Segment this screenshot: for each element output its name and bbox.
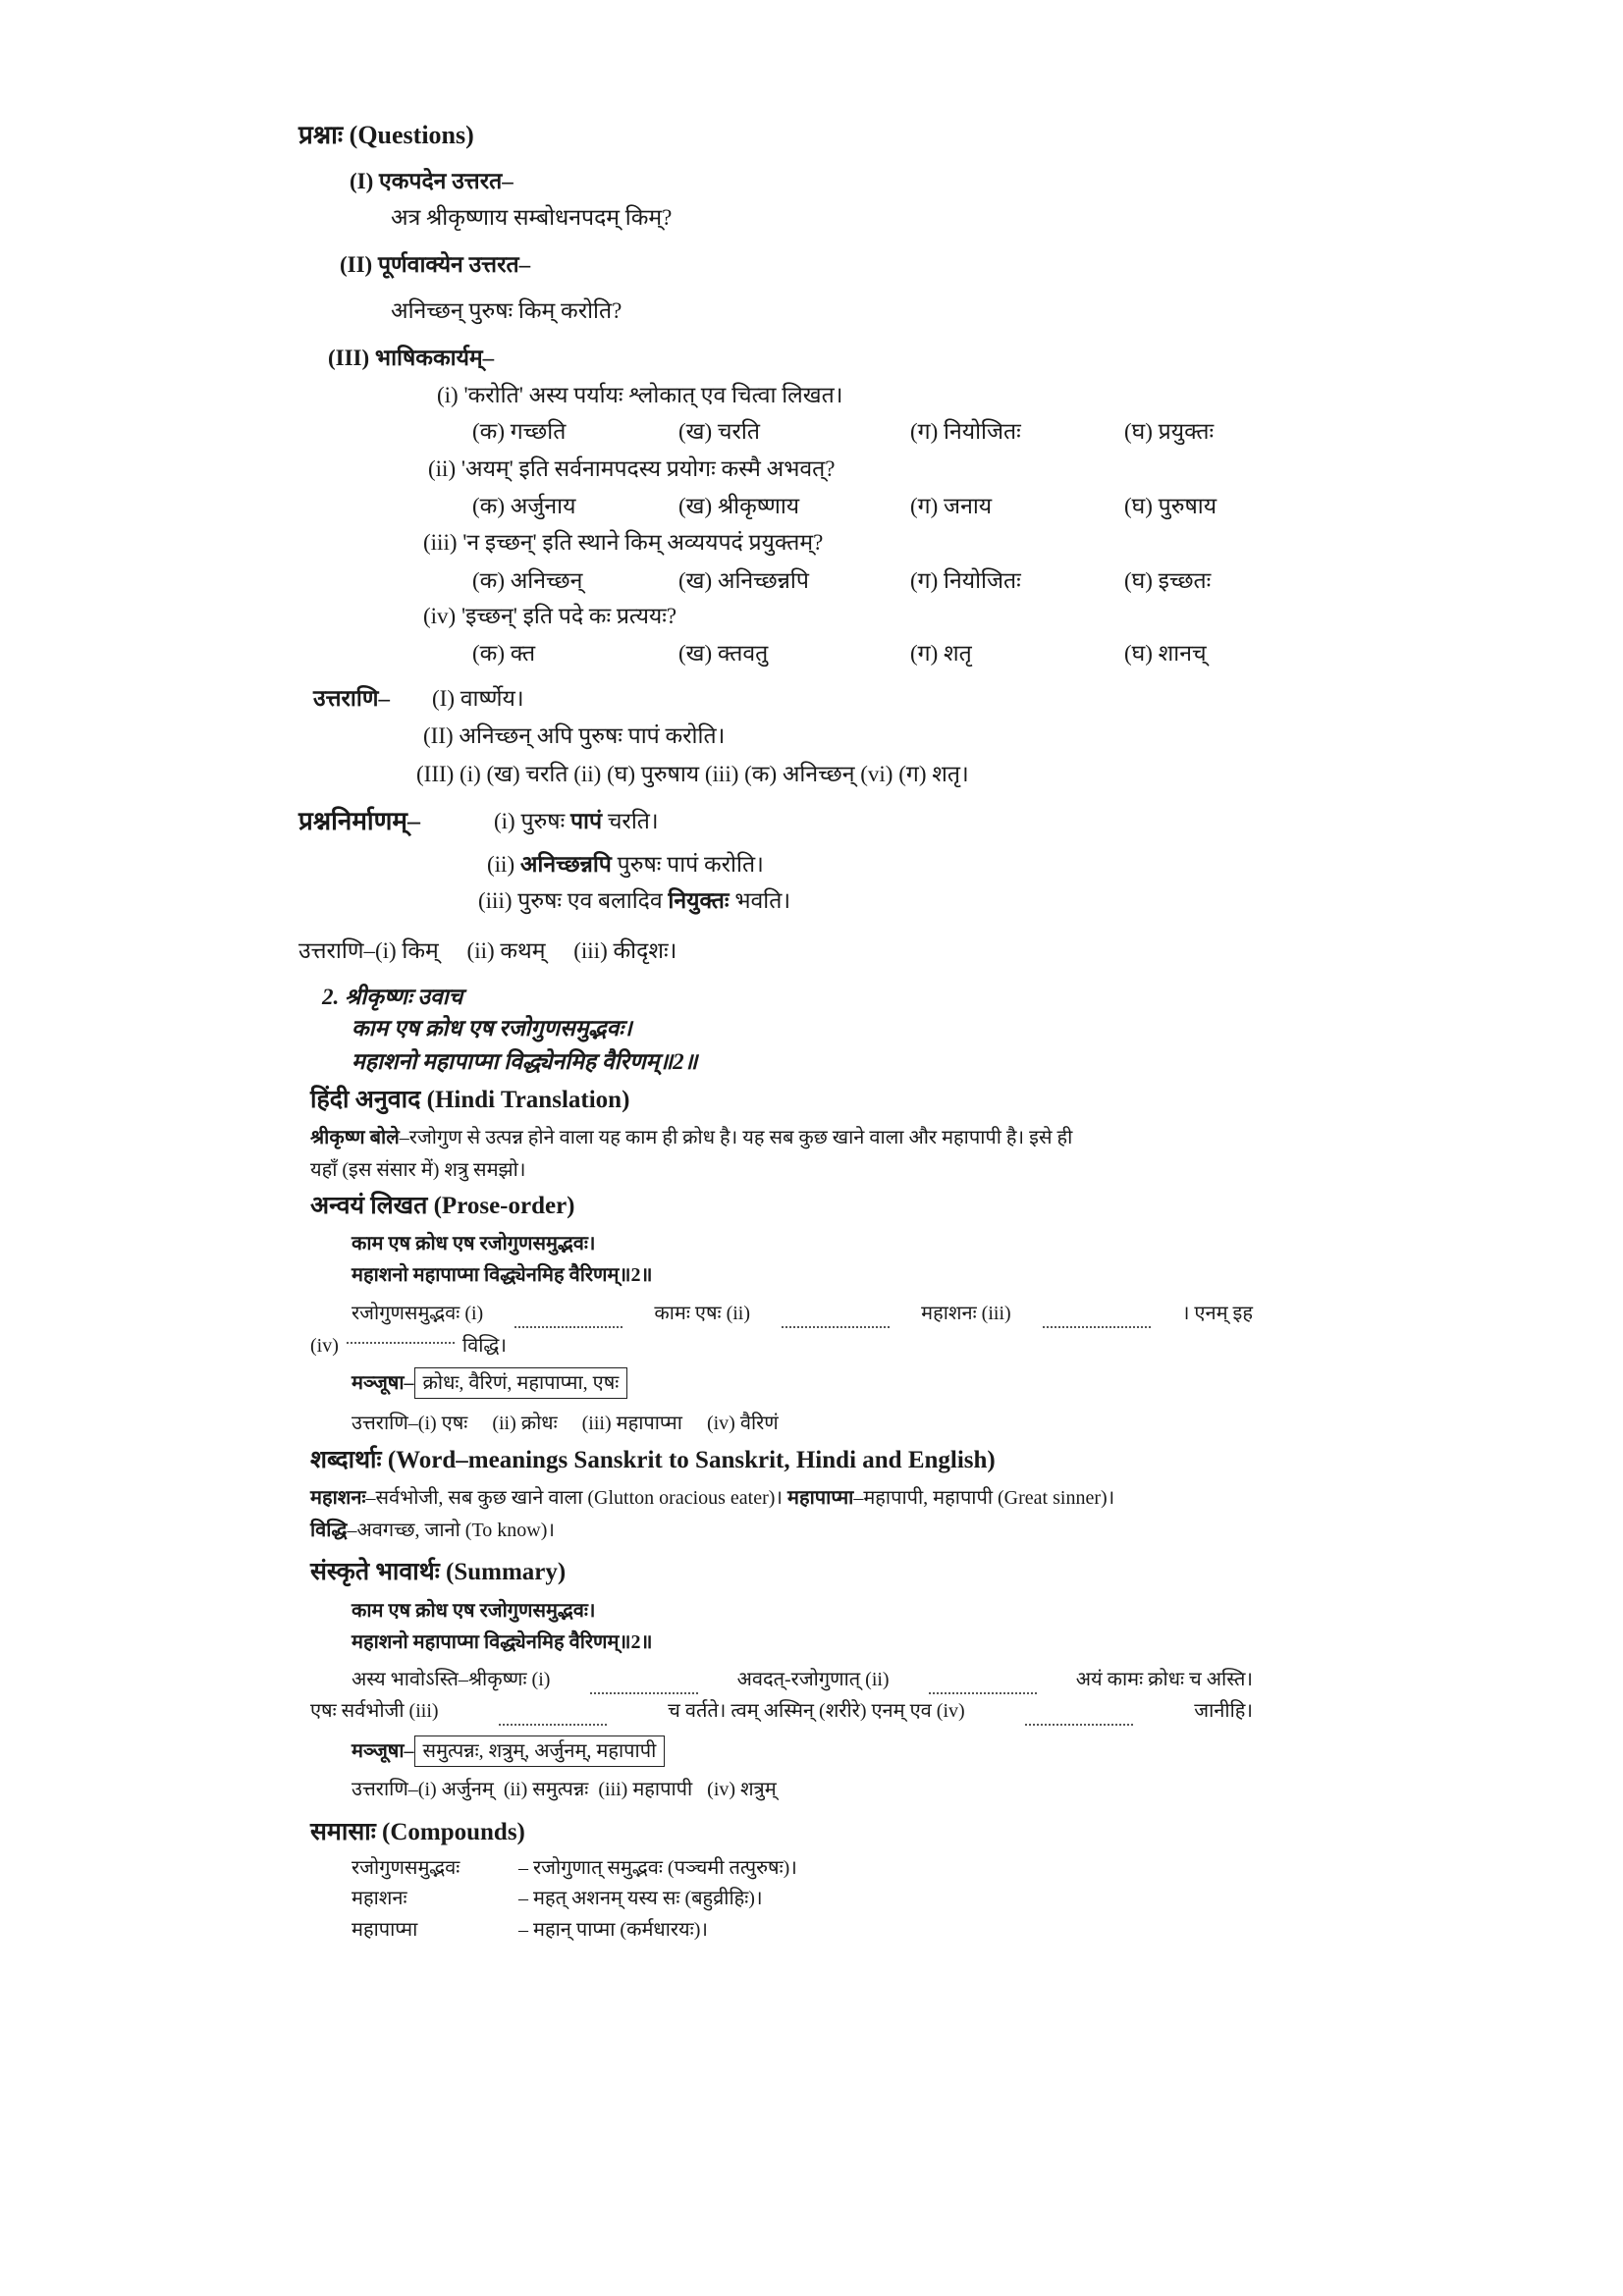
fill-text: महाशनः (iii): [921, 1303, 1011, 1324]
word-meanings-heading: शब्दार्थाः (Word–meanings Sanskrit to Sanskrit, Hindi and English): [310, 1447, 996, 1473]
prose-word-box-row: [352, 1367, 627, 1399]
blank: [499, 1696, 607, 1726]
summary-word-box-row: [352, 1735, 665, 1767]
questions-heading: प्रश्नाः (Questions): [298, 121, 474, 149]
qf-item-1: [494, 807, 659, 836]
hindi-line-2: यहाँ (इस संसार में) शत्रु समझो।: [310, 1159, 526, 1181]
option: (ग) जनाय: [910, 494, 993, 518]
blank: [590, 1665, 698, 1694]
meaning: –महापापी, महापापी (Great sinner)।: [853, 1487, 1115, 1509]
box-label: मञ्जूषा–: [352, 1740, 414, 1762]
fill-text: जानीहि।: [1194, 1700, 1253, 1722]
option: (घ) इच्छतः: [1124, 568, 1212, 593]
hindi-text: –रजोगुण से उत्पन्न होने वाला यह काम ही क्रोध है। यह सब कुछ खाने वाला और महापापी है। इसे ही: [399, 1127, 1073, 1148]
verse-line-1: काम एष क्रोध एष रजोगुणसमुद्भवः।: [352, 1016, 632, 1041]
q1-label: (I) एकपदेन उत्तरत–: [350, 169, 514, 193]
fill-text: च वर्तते। त्वम् अस्मिन् (शरीरे) एनम् एव (iv): [668, 1700, 965, 1722]
compound-row: [352, 1884, 763, 1913]
summary-answers: उत्तराणि–(i) अर्जुनम् (ii) समुत्पन्नः (iii) महापापी (iv) शत्रुम्: [352, 1779, 777, 1800]
option: (क) अनिच्छन्: [472, 568, 583, 593]
option: (ख) अनिच्छन्नपि: [678, 568, 809, 593]
summary-verse-1: काम एष क्रोध एष रजोगुणसमुद्भवः।: [352, 1600, 596, 1622]
qf-post: भवति।: [729, 888, 791, 913]
option: (ग) शतृ: [910, 641, 972, 666]
meaning: –अवगच्छ, जानो (To know)।: [347, 1520, 555, 1541]
compound-word: रजोगुणसमुद्भवः: [352, 1857, 460, 1879]
q2-label: (II) पूर्णवाक्येन उत्तरत–: [340, 252, 531, 277]
q3-question: (ii) 'अयम्' इति सर्वनामपदस्य प्रयोगः कस्मै अभवत्?: [428, 456, 836, 481]
qf-pre: पुरुषः: [520, 809, 570, 833]
compound-row: [352, 1853, 797, 1883]
word-meanings-line-1: [310, 1483, 1114, 1513]
qf-post: चरति।: [602, 809, 659, 833]
box-label: मञ्जूषा–: [352, 1372, 414, 1394]
word: महापाप्मा: [787, 1487, 854, 1509]
fill-text: विद्धि।: [461, 1335, 507, 1357]
question-formation-label: प्रश्ननिर्माणम्–: [298, 807, 420, 835]
q1-text: अत्र श्रीकृष्णाय सम्बोधनपदम् किम्?: [391, 205, 673, 230]
option: (क) गच्छति: [472, 419, 567, 444]
prose-order-heading: अन्वयं लिखत (Prose-order): [310, 1193, 575, 1219]
qf-item-3: [478, 886, 790, 916]
qf-post: पुरुषः पापं करोति।: [611, 852, 764, 877]
fill-text: रजोगुणसमुद्भवः (i): [352, 1303, 484, 1324]
option: (ख) क्तवतु: [678, 641, 769, 666]
word: विद्धि: [310, 1520, 348, 1541]
blank: [514, 1299, 622, 1328]
qf-num: (i): [494, 809, 515, 833]
blank: [1043, 1299, 1151, 1328]
summary-heading: संस्कृते भावार्थः (Summary): [310, 1559, 567, 1585]
compound-word: महापाप्मा: [352, 1919, 418, 1941]
compound-word: महाशनः: [352, 1888, 407, 1909]
q3-question: (iii) 'न इच्छन्' इति स्थाने किम् अव्ययपदं प्रयुक्तम्?: [423, 530, 824, 555]
summary-fill-line-2: [310, 1696, 1253, 1726]
prose-verse-1: काम एष क्रोध एष रजोगुणसमुद्भवः।: [352, 1233, 596, 1255]
option: (ख) चरति: [678, 419, 760, 444]
qf-num: (ii): [487, 852, 515, 877]
word-box: समुत्पन्नः, शत्रुम्, अर्जुनम्, महापापी: [414, 1735, 666, 1767]
option: (घ) पुरुषाय: [1124, 494, 1217, 518]
compound-meaning: – रजोगुणात् समुद्भवः (पञ्चमी तत्पुरुषः)।: [518, 1857, 797, 1879]
word-meanings-line-2: [310, 1516, 555, 1545]
option: (क) क्त: [472, 641, 536, 666]
fill-text: । एनम् इह: [1181, 1303, 1253, 1324]
answer-3: (III) (i) (ख) चरति (ii) (घ) पुरुषाय (iii) (क) अनिच्छन् (vi) (ग) शतृ।: [416, 762, 969, 786]
hindi-speaker: श्रीकृष्ण बोले: [310, 1127, 400, 1148]
qf-bold: नियुक्तः: [668, 888, 730, 913]
prose-answers: उत्तराणि–(i) एषः (ii) क्रोधः (iii) महापाप्मा (iv) वैरिणं: [352, 1413, 779, 1434]
fill-text: अस्य भावोऽस्ति–श्रीकृष्णः (i): [352, 1669, 551, 1690]
qf-item-2: [487, 850, 764, 880]
fill-text: (iv): [310, 1335, 339, 1357]
compound-meaning: – महत् अशनम् यस्य सः (बहुव्रीहिः)।: [518, 1888, 763, 1909]
prose-fill-line-2: [310, 1331, 507, 1361]
qf-pre: पुरुषः एव बलादिव: [517, 888, 669, 913]
blank: [347, 1342, 455, 1344]
summary-verse-2: महाशनो महापाप्मा विद्ध्येनमिह वैरिणम्॥2॥: [352, 1631, 653, 1653]
qf-bold: पापं: [569, 809, 603, 833]
answer-1: (I) वार्ष्णेय।: [432, 686, 524, 711]
blank: [1025, 1696, 1133, 1726]
qf-bold: अनिच्छन्नपि: [519, 852, 612, 877]
option: (घ) शानच्: [1124, 641, 1207, 666]
answers-label: उत्तराणि–: [313, 686, 390, 711]
prose-fill-line-1: [352, 1299, 1253, 1328]
hindi-line-1: [310, 1123, 1072, 1152]
option: (क) अर्जुनाय: [472, 494, 576, 518]
hindi-heading: हिंदी अनुवाद (Hindi Translation): [310, 1087, 630, 1113]
compound-meaning: – महान् पाप्मा (कर्मधारयः)।: [518, 1919, 708, 1941]
summary-fill-line-1: [352, 1665, 1253, 1694]
meaning: –सर्वभोजी, सब कुछ खाने वाला (Glutton oracious eater)।: [365, 1487, 784, 1509]
q3-question: (i) 'करोति' अस्य पर्यायः श्लोकात् एव चित्वा लिखत।: [437, 383, 843, 407]
fill-text: कामः एषः (ii): [654, 1303, 751, 1324]
word: महाशनः: [310, 1487, 366, 1509]
option: (घ) प्रयुक्तः: [1124, 419, 1215, 444]
verse-intro: 2. श्रीकृष्णः उवाच: [322, 985, 463, 1009]
fill-text: अवदत्-रजोगुणात् (ii): [736, 1669, 890, 1690]
qf-answers: उत्तराणि–(i) किम् (ii) कथम् (iii) कीदृशः।: [298, 938, 677, 963]
option: (ग) नियोजितः: [910, 568, 1021, 593]
q3-label: (III) भाषिककार्यम्–: [328, 346, 495, 370]
compound-row: [352, 1915, 708, 1945]
blank: [782, 1299, 890, 1328]
word-box: क्रोधः, वैरिणं, महापाप्मा, एषः: [414, 1367, 628, 1399]
q2-text: अनिच्छन् पुरुषः किम् करोति?: [391, 298, 622, 323]
option: (ख) श्रीकृष्णाय: [678, 494, 800, 518]
qf-num: (iii): [478, 888, 513, 913]
fill-text: एषः सर्वभोजी (iii): [310, 1700, 439, 1722]
answer-2: (II) अनिच्छन् अपि पुरुषः पापं करोति।: [423, 723, 726, 748]
compounds-heading: समासाः (Compounds): [310, 1819, 525, 1845]
verse-line-2: महाशनो महापाप्मा विद्ध्येनमिह वैरिणम्॥2॥: [352, 1049, 698, 1074]
option: (ग) नियोजितः: [910, 419, 1021, 444]
q3-question: (iv) 'इच्छन्' इति पदे कः प्रत्ययः?: [423, 604, 677, 628]
blank: [929, 1665, 1037, 1694]
fill-text: अयं कामः क्रोधः च अस्ति।: [1075, 1669, 1253, 1690]
prose-verse-2: महाशनो महापाप्मा विद्ध्येनमिह वैरिणम्॥2॥: [352, 1264, 653, 1286]
